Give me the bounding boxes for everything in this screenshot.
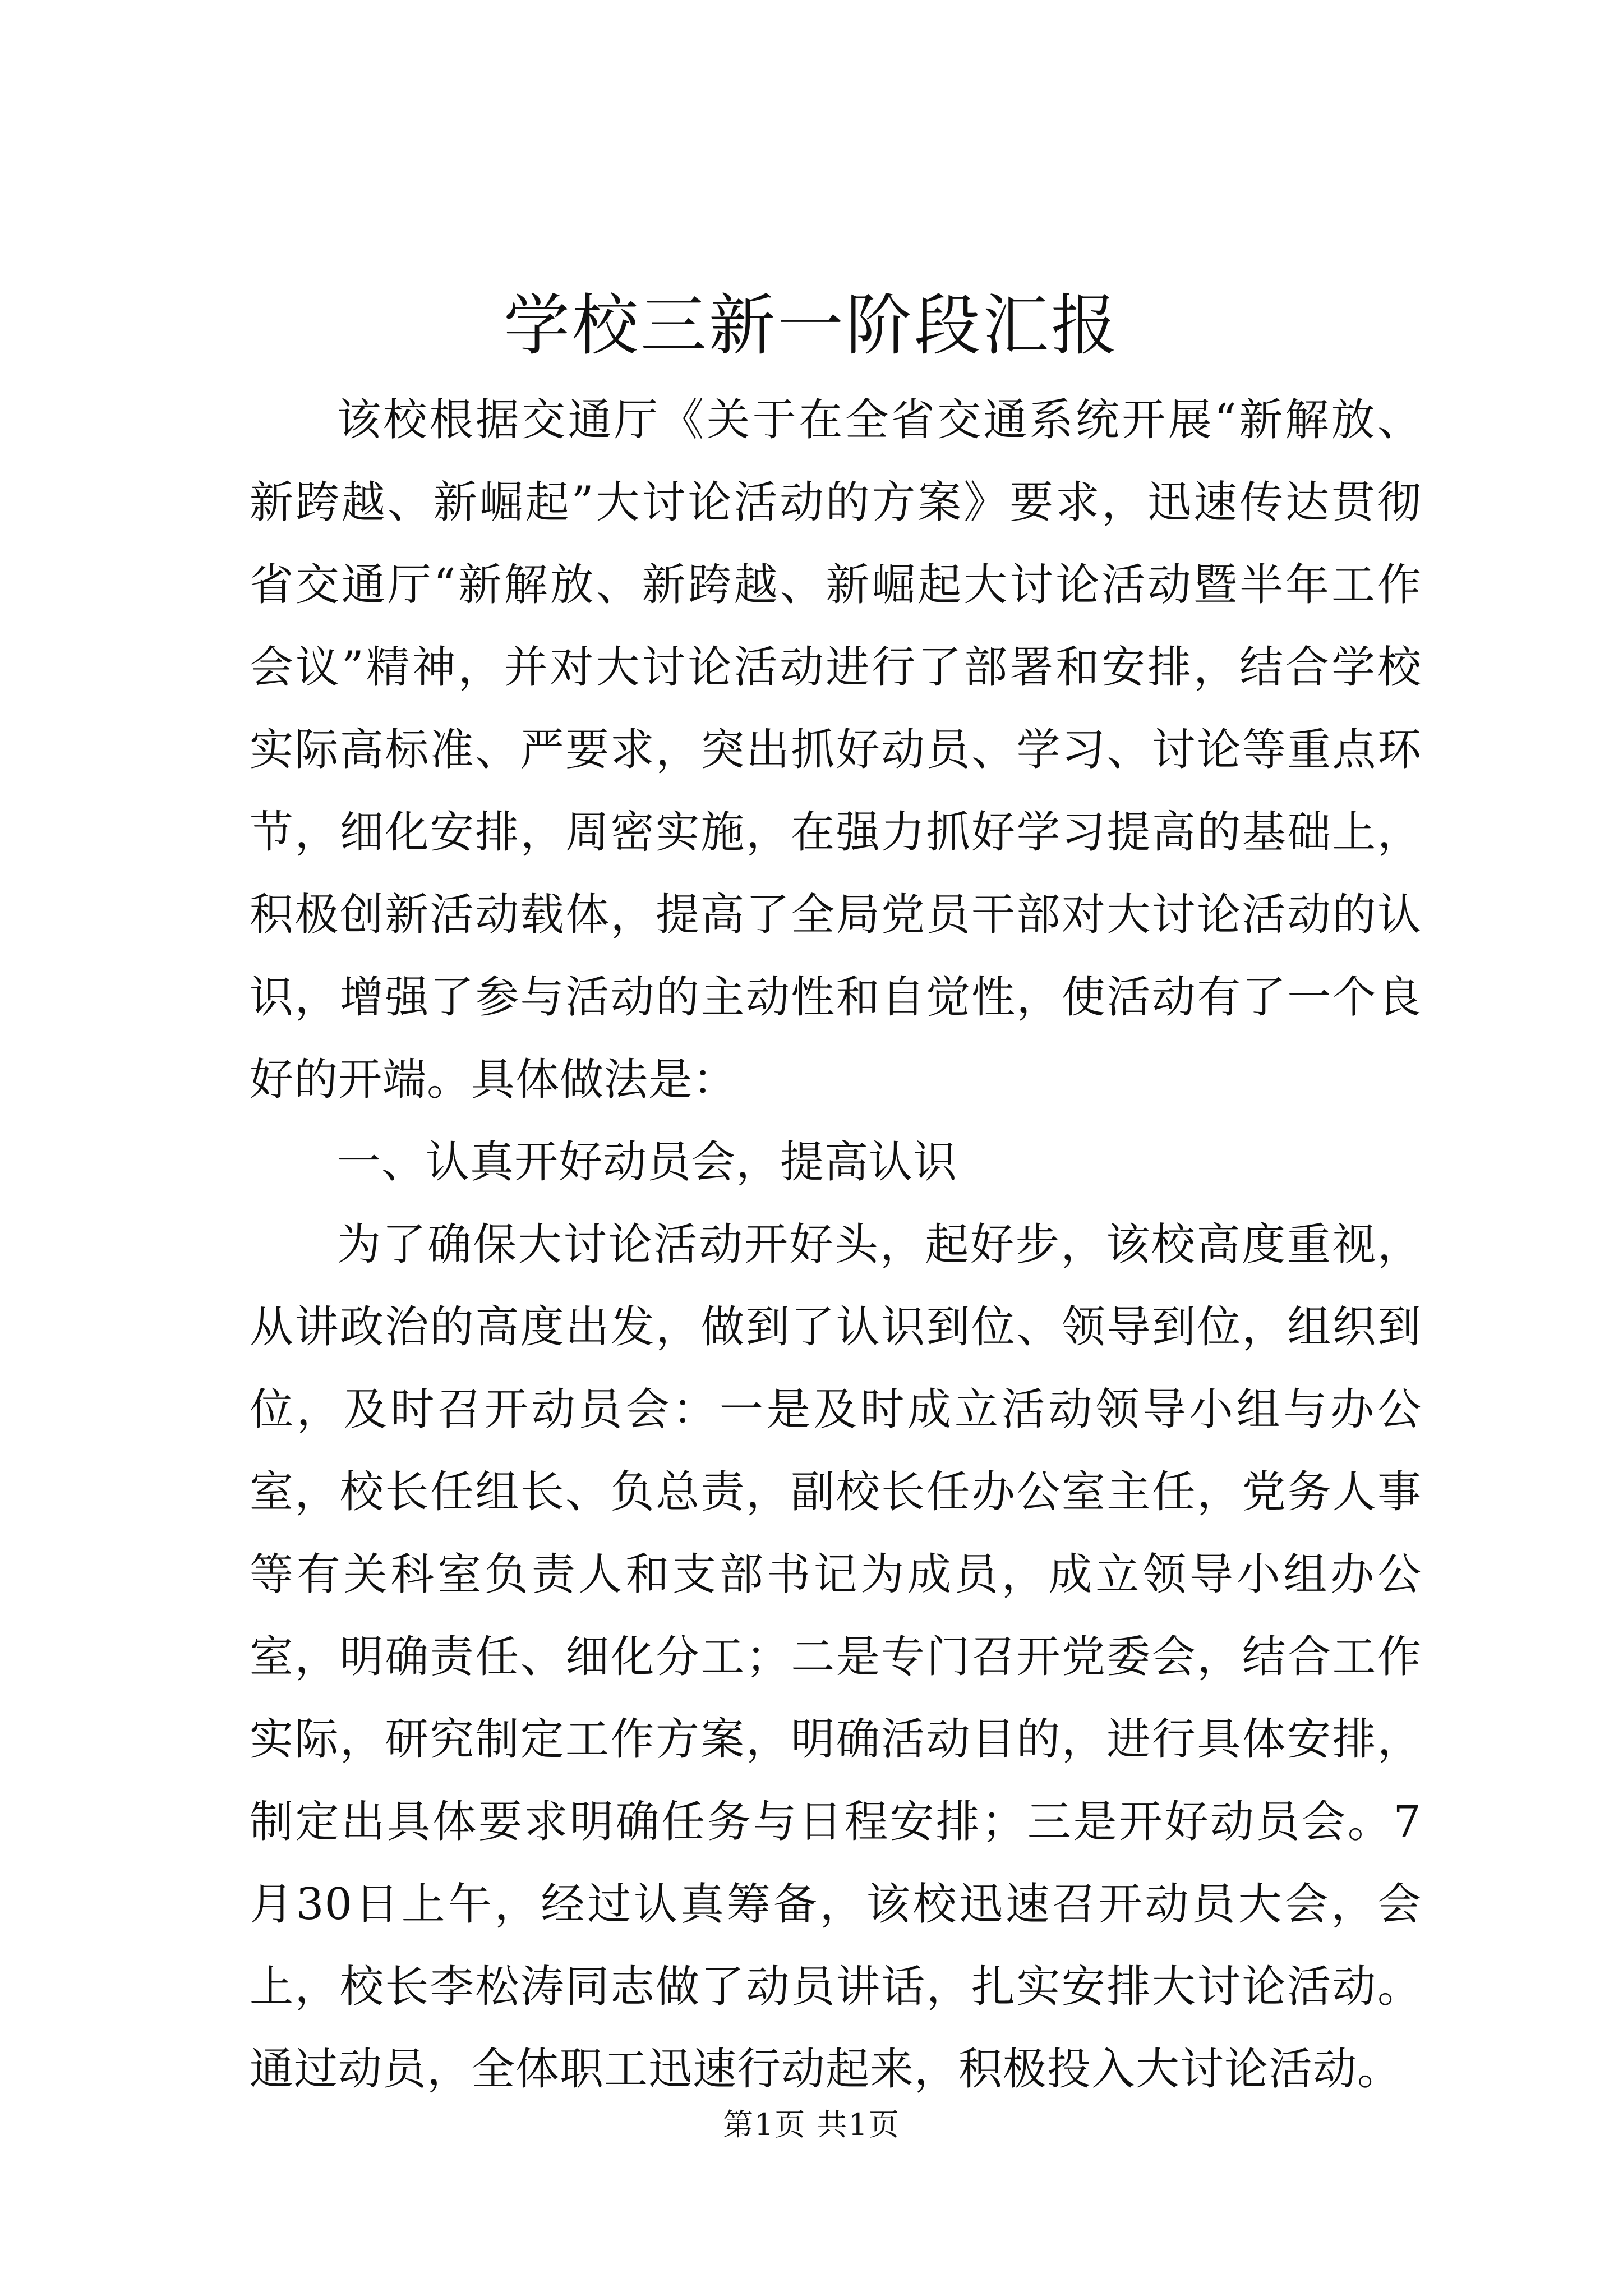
page-footer: 第1页 共1页: [723, 2107, 900, 2142]
document-body: [250, 379, 1422, 2111]
paragraph-section-1: 为了确保大讨论活动开好头，起好步，该校高度重视，从讲政治的高度出发，做到了认识到位、领导到位，组织到位，及时召开动员会：一是及时成立活动领导小组与办公室，校长任组长、负总责，副校长任办公室主任，党务人事等有关科室负责人和支部书记为成员，成立领导小组办公室，明确责任、细化分工；二是专门召开党委会，结合工作实际，研究制定工作方案，明确活动目的，进行具体安排，制定出具体要求明确任务与日程安排；三是开好动员会。7月30日上午，经过认真筹备，该校迅速召开动员大会，会上，校长李松涛同志做了动员讲话，扎实安排大讨论活动。通过动员，全体职工迅速行动起来，积极投入大讨论活动。: [250, 1220, 1422, 2095]
document-title: 学校三新一阶段汇报: [503, 287, 1119, 364]
section-heading-1: 一、认真开好动员会，提高认识: [337, 1137, 958, 1188]
paragraph-intro: 该校根据交通厅《关于在全省交通系统开展“新解放、新跨越、新崛起”大讨论活动的方案》要求，迅速传达贯彻省交通厅“新解放、新跨越、新崛起大讨论活动暨半年工作会议”精神，并对大讨论活动进行了部署和安排，结合学校实际高标准、严要求，突出抓好动员、学习、讨论等重点环节，细化安排，周密实施，在强力抓好学习提高的基础上，积极创新活动载体，提高了全局党员干部对大讨论活动的认识，增强了参与活动的主动性和自觉性，使活动有了一个良好的开端。具体做法是：: [250, 395, 1422, 1105]
